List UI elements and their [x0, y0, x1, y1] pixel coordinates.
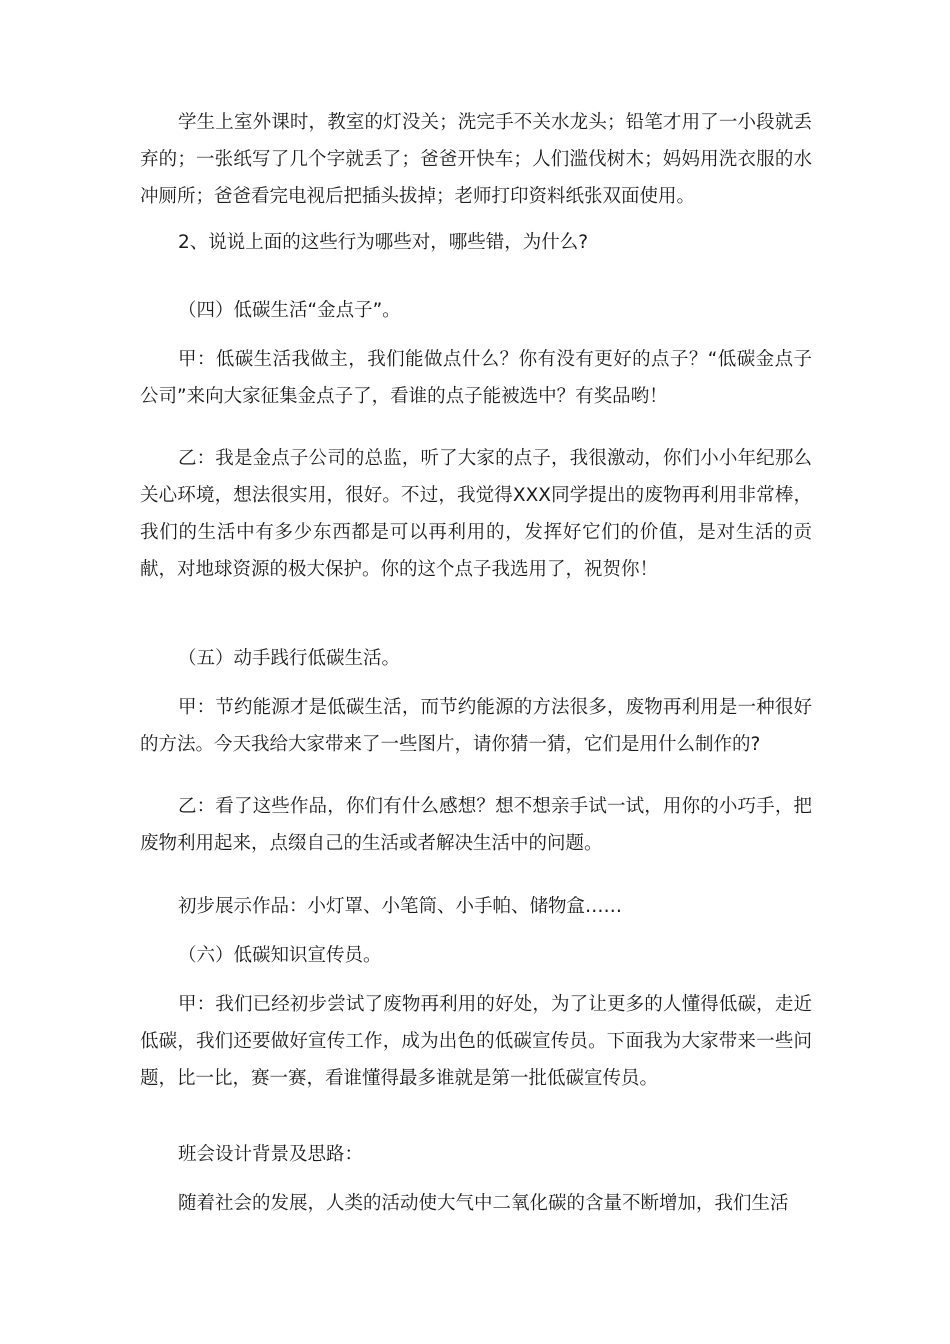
section-heading-4: （四）低碳生活“金点子”。 [178, 300, 401, 321]
paragraph-jia-1: 甲：低碳生活我做主，我们能做点什么？你有没有更好的点子？“低碳金点子公司”来向大家征集金点子了，看谁的点子能被选中？有奖品哟！ [140, 349, 812, 407]
paragraph-background-text: 随着社会的发展，人类的活动使大气中二氧化碳的含量不断增加，我们生活 [178, 1193, 789, 1214]
paragraph-yi-2: 乙：看了这些作品，你们有什么感想？想不想亲手试一试，用你的小巧手，把废物利用起来，点缀自己的生活或者解决生活中的问题。 [140, 796, 812, 854]
paragraph-background-heading: 班会设计背景及思路： [178, 1144, 364, 1165]
section-heading-5: （五）动手践行低碳生活。 [178, 648, 401, 669]
paragraph-jia-3: 甲：我们已经初步尝试了废物再利用的好处，为了让更多的人懂得低碳，走近低碳，我们还要做好宣传工作，成为出色的低碳宣传员。下面我为大家带来一些问题，比一比，赛一赛，看谁懂得最多谁就是第一批低碳宣传员。 [140, 994, 812, 1089]
paragraph-works-display: 初步展示作品：小灯罩、小笔筒、小手帕、储物盒…… [178, 896, 623, 917]
section-heading-6: （六）低碳知识宣传员。 [178, 945, 382, 966]
paragraph-question-2: 2、说说上面的这些行为哪些对，哪些错，为什么? [178, 232, 589, 253]
paragraph-yi-1: 乙：我是金点子公司的总监，听了大家的点子，我很激动，你们小小年纪那么关心环境，想法很实用，很好。不过，我觉得XXX同学提出的废物再利用非常棒，我们的生活中有多少东西都是可以再利用的，发挥好它们的价值，是对生活的贡献，对地球资源的极大保护。你的这个点子我选用了，祝贺你！ [140, 448, 812, 580]
paragraph-behaviors-list: 学生上室外课时，教室的灯没关；洗完手不关水龙头；铅笔才用了一小段就丢弃的；一张纸写了几个字就丢了；爸爸开快车；人们滥伐树木；妈妈用洗衣服的水冲厕所；爸爸看完电视后把插头拔掉；老师打印资料纸张双面使用。 [140, 112, 812, 207]
paragraph-jia-2: 甲：节约能源才是低碳生活，而节约能源的方法很多，废物再利用是一种很好的方法。今天我给大家带来了一些图片，请你猜一猜，它们是用什么制作的? [140, 697, 812, 755]
